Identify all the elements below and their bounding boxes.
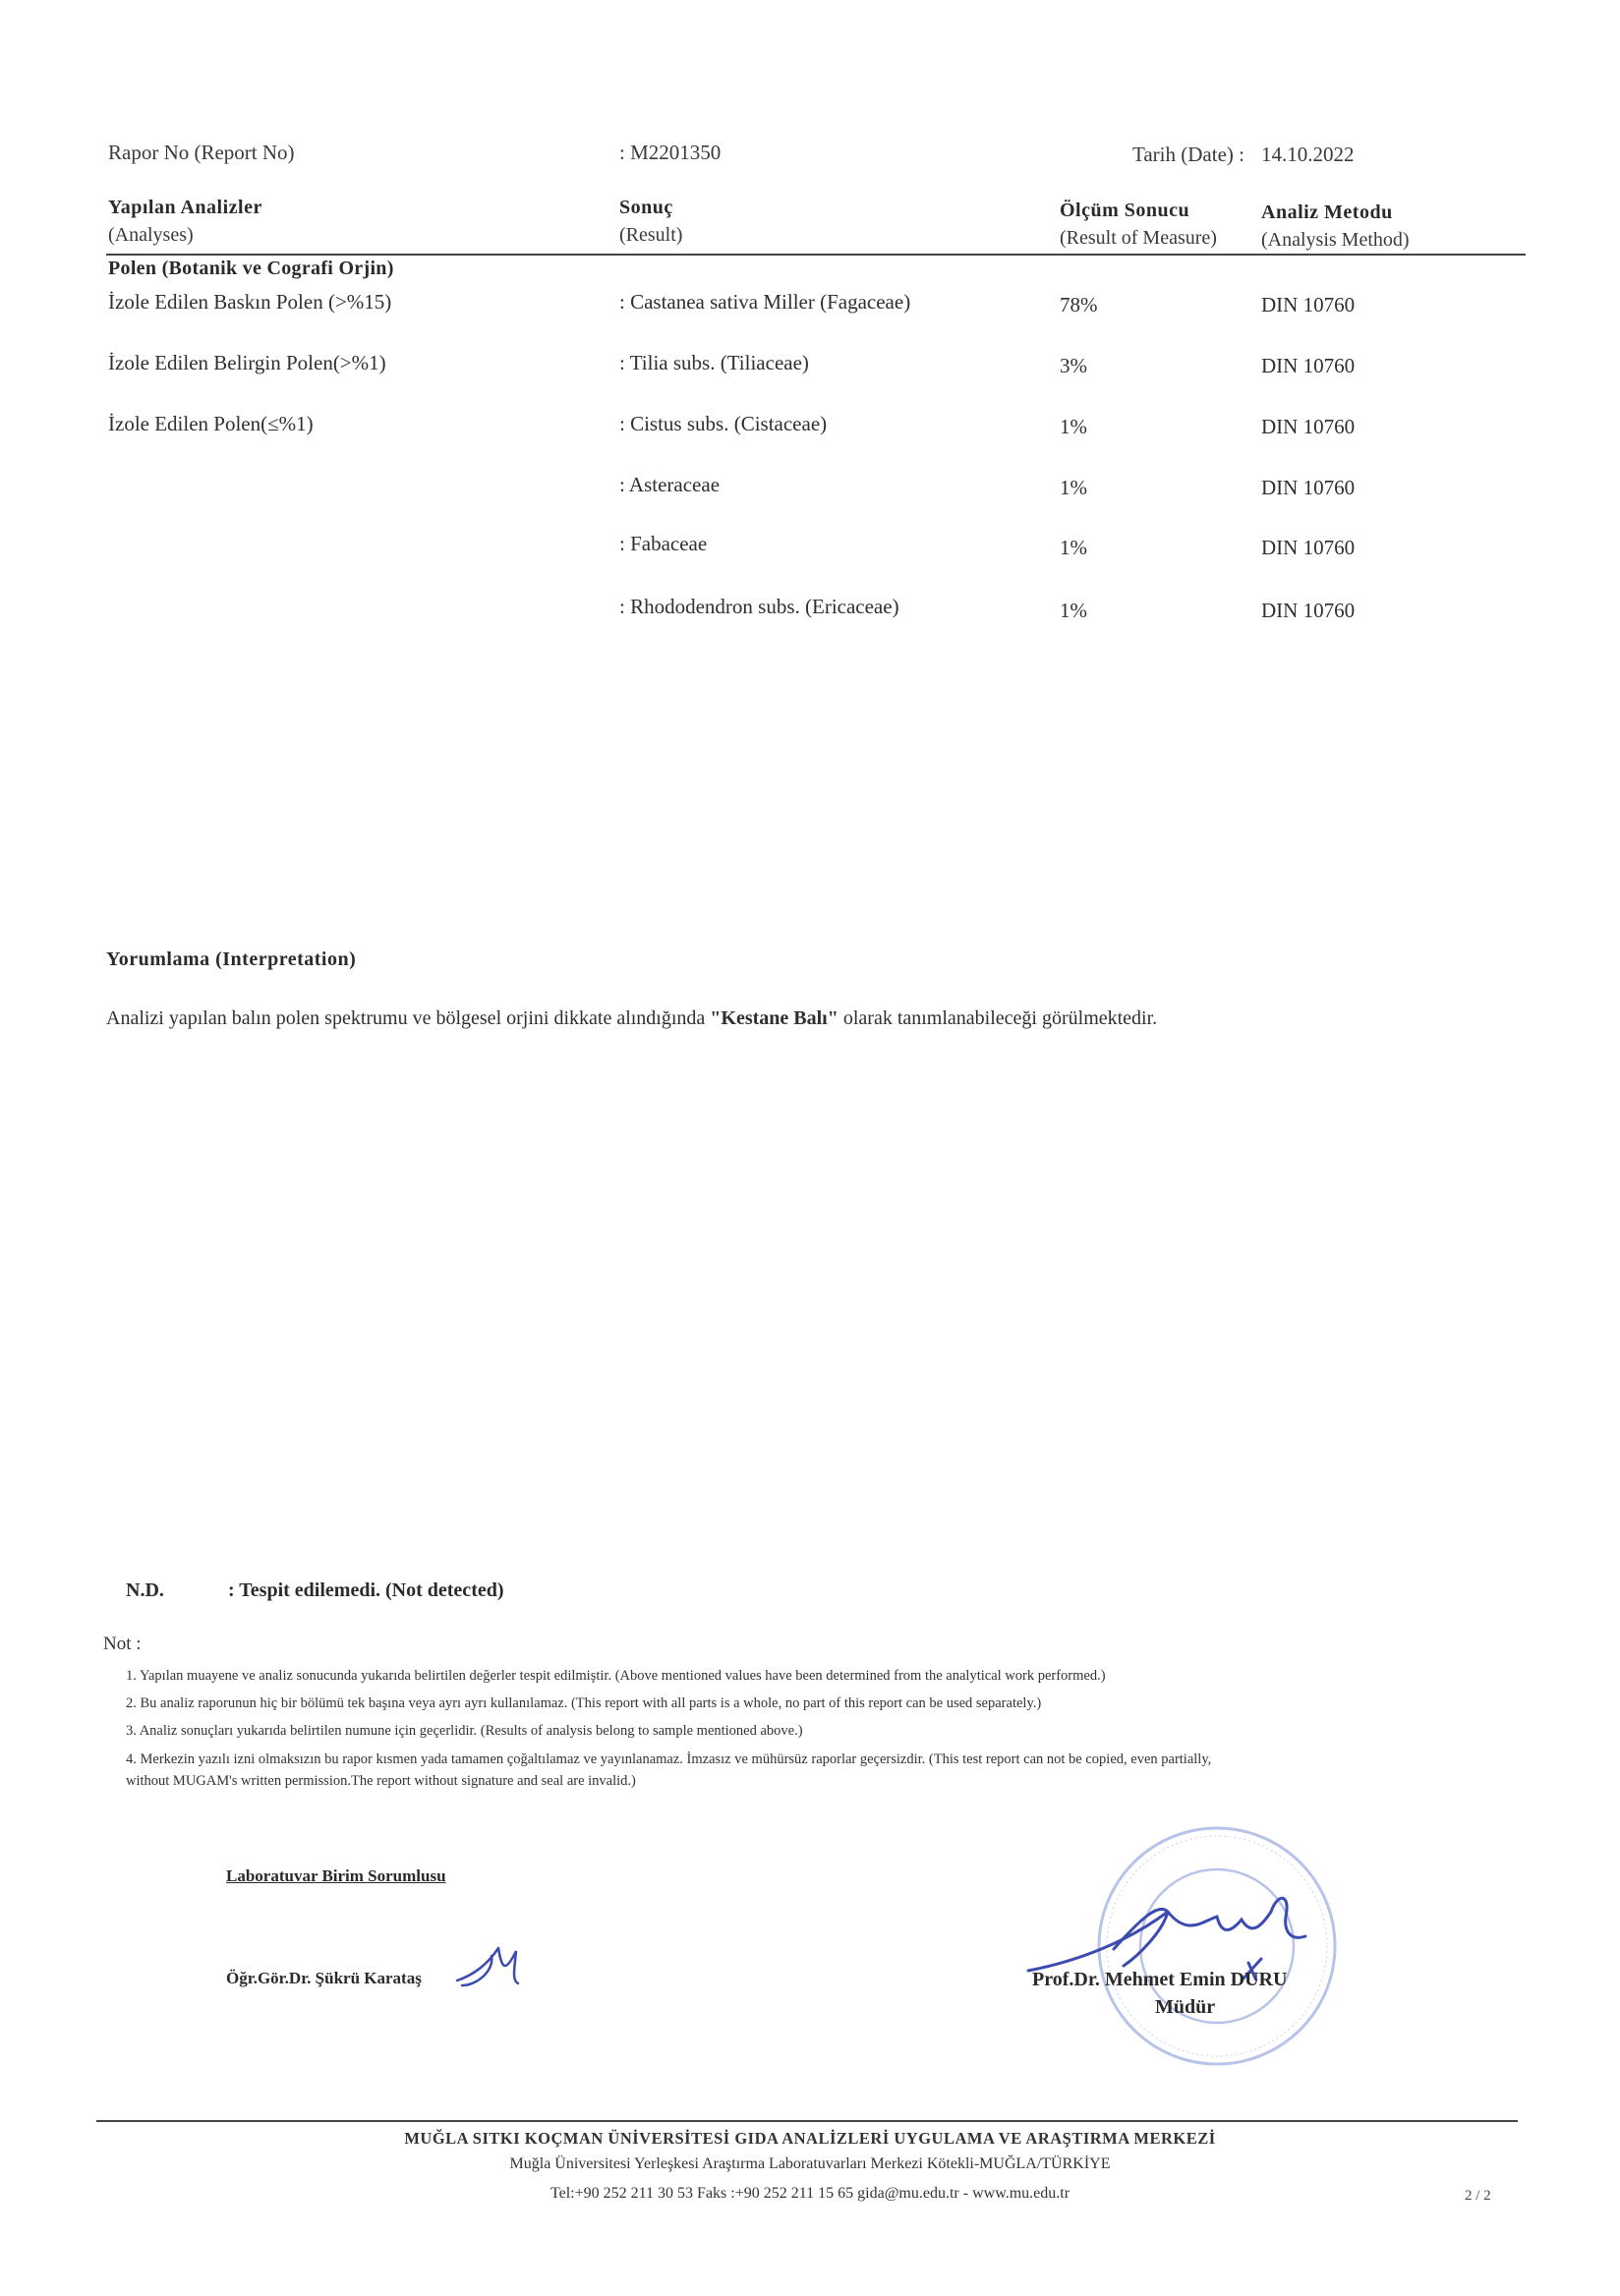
method-cell: DIN 10760 xyxy=(1261,536,1356,559)
method-cell: DIN 10760 xyxy=(1261,293,1356,316)
report-number-value: : M2201350 xyxy=(619,141,722,164)
interpretation-text xyxy=(106,1007,1157,1030)
note-item: without MUGAM's written permission.The report without signature and seal are invalid.) xyxy=(126,1773,636,1789)
measure-cell: 78% xyxy=(1060,293,1098,316)
note-item: 3. Analiz sonuçları yukarıda belirtilen numune için geçerlidir. (Results of analysis belong to sample mentioned above.) xyxy=(126,1723,803,1739)
notes-label: Not : xyxy=(103,1634,142,1654)
date-label: Tarih (Date) : xyxy=(1132,143,1244,166)
result-cell: : Castanea sativa Miller (Fagaceae) xyxy=(619,290,911,314)
page-number: 2 / 2 xyxy=(1465,2188,1491,2204)
analysis-cell: İzole Edilen Belirgin Polen(>%1) xyxy=(108,351,386,374)
measure-column-title: Ölçüm Sonucu xyxy=(1060,200,1190,221)
result-cell: : Cistus subs. (Cistaceae) xyxy=(619,412,828,435)
note-item: 4. Merkezin yazılı izni olmaksızın bu rapor kısmen yada tamamen çoğaltılamaz ve yayınlanamaz. İmzasız ve mühürsüz raporlar geçersizdir. (This test report can not be copied, even partially, xyxy=(126,1751,1212,1767)
measure-cell: 1% xyxy=(1060,415,1087,438)
footer-address: Muğla Üniversitesi Yerleşkesi Araştırma Laboratuvarları Merkezi Kötekli-MUĞLA/TÜRKİYE xyxy=(509,2155,1111,2172)
date-value: 14.10.2022 xyxy=(1261,143,1355,166)
analyses-column-title: Yapılan Analizler xyxy=(108,197,262,218)
result-cell: : Asteraceae xyxy=(619,473,721,496)
note-item: 1. Yapılan muayene ve analiz sonucunda yukarıda belirtilen değerler tespit edilmiştir. (Above mentioned values have been determined from the analytical work performed.) xyxy=(126,1668,1106,1684)
measure-cell: 1% xyxy=(1060,536,1087,559)
right-signatory-title: Müdür xyxy=(1155,1996,1216,2018)
method-column-sub: (Analysis Method) xyxy=(1261,229,1410,251)
header-rule xyxy=(106,254,1526,256)
result-column-title: Sonuç xyxy=(619,197,673,218)
analysis-cell: İzole Edilen Polen(≤%1) xyxy=(108,412,314,435)
report-number-label: Rapor No (Report No) xyxy=(108,141,295,164)
footer-contact: Tel:+90 252 211 30 53 Faks :+90 252 211 15 65 gida@mu.edu.tr - www.mu.edu.tr xyxy=(550,2185,1070,2202)
interpretation-title: Yorumlama (Interpretation) xyxy=(106,948,357,970)
result-cell: : Rhododendron subs. (Ericaceae) xyxy=(619,595,899,618)
left-signatory-name: Öğr.Gör.Dr. Şükrü Karataş xyxy=(226,1969,422,1987)
section-title: Polen (Botanik ve Cografi Orjin) xyxy=(108,258,394,279)
right-signatory-name: Prof.Dr. Mehmet Emin DURU xyxy=(1032,1969,1288,1990)
analyses-column-sub: (Analyses) xyxy=(108,224,194,246)
method-cell: DIN 10760 xyxy=(1261,415,1356,438)
interpretation-honey-type: "Kestane Balı" xyxy=(710,1007,839,1029)
nd-abbreviation: N.D. xyxy=(126,1579,164,1601)
measure-cell: 1% xyxy=(1060,476,1087,499)
method-cell: DIN 10760 xyxy=(1261,354,1356,377)
measure-cell: 3% xyxy=(1060,354,1087,377)
result-cell: : Fabaceae xyxy=(619,532,708,555)
left-signature-icon xyxy=(447,1936,526,1995)
result-column-sub: (Result) xyxy=(619,224,683,246)
result-cell: : Tilia subs. (Tiliaceae) xyxy=(619,351,809,374)
method-column-title: Analiz Metodu xyxy=(1261,201,1393,223)
nd-description: : Tespit edilemedi. (Not detected) xyxy=(228,1579,504,1601)
analysis-cell: İzole Edilen Baskın Polen (>%15) xyxy=(108,290,392,314)
footer-institution: MUĞLA SITKI KOÇMAN ÜNİVERSİTESİ GIDA ANALİZLERİ UYGULAMA VE ARAŞTIRMA MERKEZİ xyxy=(404,2129,1216,2148)
right-signature-icon xyxy=(1020,1882,1335,1980)
interpretation-text-before: Analizi yapılan balın polen spektrumu ve bölgesel orjini dikkate alındığında xyxy=(106,1007,711,1029)
method-cell: DIN 10760 xyxy=(1261,599,1356,622)
measure-cell: 1% xyxy=(1060,599,1087,622)
interpretation-text-after: olarak tanımlanabileceği görülmektedir. xyxy=(838,1007,1158,1029)
lab-responsible-title: Laboratuvar Birim Sorumlusu xyxy=(226,1866,446,1885)
measure-column-sub: (Result of Measure) xyxy=(1060,227,1217,249)
note-item: 2. Bu analiz raporunun hiç bir bölümü tek başına veya ayrı ayrı kullanılamaz. (This report with all parts is a whole, no part of this report can be used separately.) xyxy=(126,1695,1042,1711)
method-cell: DIN 10760 xyxy=(1261,476,1356,499)
footer-rule xyxy=(96,2120,1518,2122)
